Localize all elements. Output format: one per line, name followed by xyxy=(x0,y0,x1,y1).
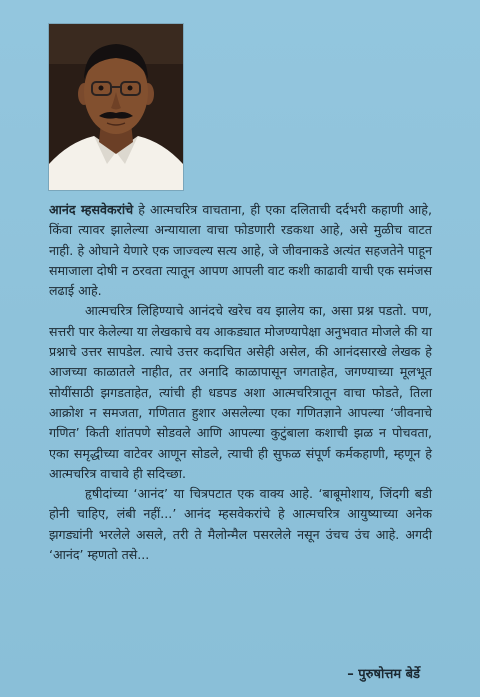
signature: – पुरुषोत्तम बेर्डे xyxy=(347,667,420,682)
author-portrait-image xyxy=(49,24,183,190)
author-photo xyxy=(49,24,183,190)
author-name: आनंद म्हसवेकरांचे xyxy=(49,202,134,217)
paragraph-text: हे आत्मचरित्र वाचताना, ही एका दलिताची दर्दभरी कहाणी आहे, किंवा त्यावर झालेल्या अन्यायाला वाचा फोडणारी रडकथा आहे, असे मुळीच वाटत नाही. हे ओघाने येणारे एक जाज्वल्य सत्य आहे, जे जीवनाकडे अत्यंत सहजतेने पाहून समाजाला दोषी न ठरवता त्यातून आपण आपली वाट कशी काढावी याची एक समंजस लढाई आहे. xyxy=(49,202,432,299)
blurb-paragraph-3: हृषीदांच्या ‘आनंद’ या चित्रपटात एक वाक्य आहे. ‘बाबूमोशाय, जिंदगी बडी होनी चाहिए, लंबी नहीं...’ आनंद म्हसवेकरांचे हे आत्मचरित्र आयुष्याच्या अनेक झगड्यांनी भरलेले असले, तरी ते मैलोन्मैल पसरलेले नसून उंचच उंच आहे. अगदी ‘आनंद’ म्हणतो तसे... xyxy=(49,486,432,563)
cover-blurb xyxy=(49,200,432,565)
blurb-paragraph-1 xyxy=(49,200,432,301)
blurb-paragraph-2: आत्मचरित्र लिहिण्याचे आनंदचे खरेच वय झालेय का, असा प्रश्न पडतो. पण, सत्तरी पार केलेल्या या लेखकाचे वय आकड्यात मोजण्यापेक्षा अनुभवात मोजले की या प्रश्नाचे उत्तर सापडेल. त्याचे उत्तर कदाचित असेही असेल, की आनंदसारखे लेखक हे आजच्या काळातले नाहीत, तर अनादि काळापासून जगताहेत, जगण्याच्या मूलभूत सोयींसाठी झगडताहेत, त्यांची ही धडपड अशा आत्मचरित्रातून वाचा फोडते, तिला आक्रोश न समजता, गणितात हुशार असलेल्या एका गणितज्ञाने आपल्या ‘जीवनाचे गणित’ किती शांतपणे सोडवले आणि आपल्या कुटुंबाला कशाची झळ न पोचवता, एका समृद्धीच्या वाटेवर आणून सोडले, त्याची ही सुफळ संपूर्ण कर्मकहाणी, म्हणून हे आत्मचरित्र वाचावे ही सदिच्छा. xyxy=(49,303,432,481)
